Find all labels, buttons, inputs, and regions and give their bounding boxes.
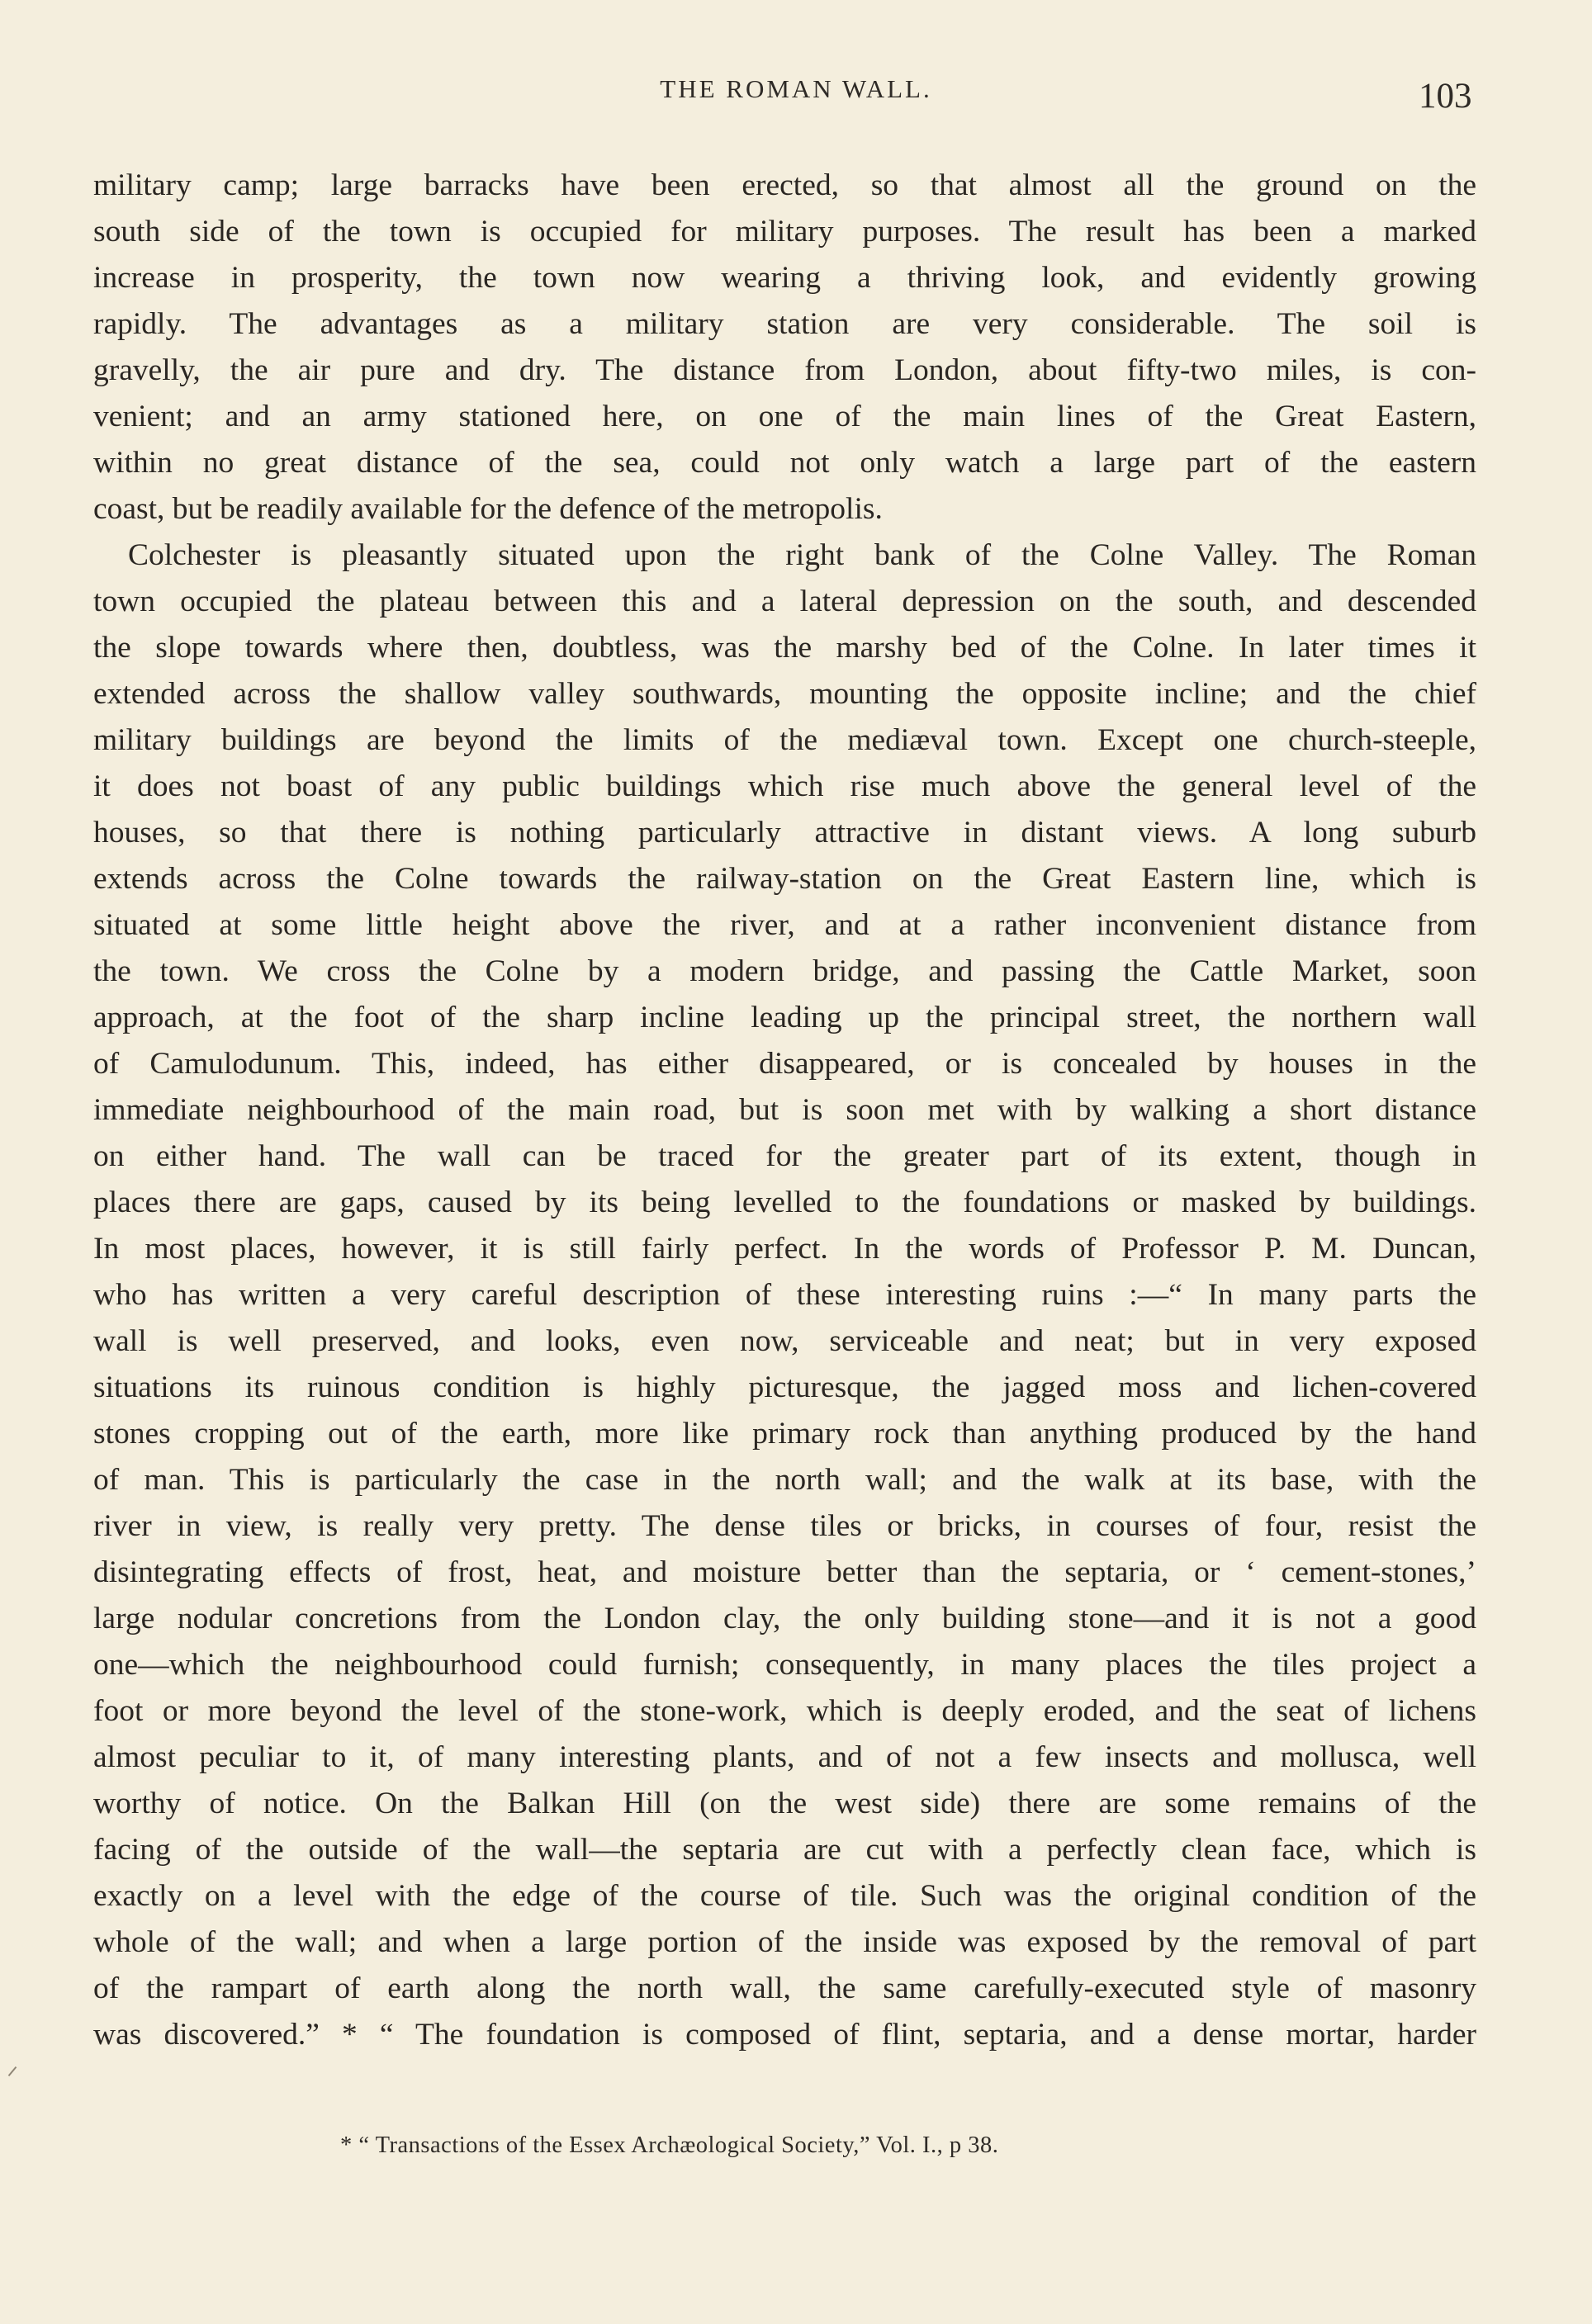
text-line: almost peculiar to it, of many interesting plants, and of not a few insects and mollusca, well bbox=[93, 1740, 1476, 1774]
text-line: who has written a very careful description of these interesting ruins :—“ In many parts the bbox=[93, 1278, 1476, 1312]
text-line: military camp; large barracks have been erected, so that almost all the ground on the bbox=[93, 168, 1476, 202]
text-line: stones cropping out of the earth, more like primary rock than anything produced by the hand bbox=[93, 1417, 1476, 1451]
text-line: gravelly, the air pure and dry. The distance from London, about fifty-two miles, is con- bbox=[93, 353, 1476, 387]
text-line: town occupied the plateau between this and a lateral depression on the south, and descended bbox=[93, 585, 1476, 618]
text-line: coast, but be readily available for the defence of the metropolis. bbox=[93, 492, 883, 526]
text-line: of Camulodunum. This, indeed, has either disappeared, or is concealed by houses in the bbox=[93, 1047, 1476, 1081]
text-line: it does not boast of any public buildings which rise much above the general level of the bbox=[93, 769, 1476, 803]
text-line: immediate neighbourhood of the main road, but is soon met with by walking a short distance bbox=[93, 1093, 1476, 1127]
text-line: houses, so that there is nothing particularly attractive in distant views. A long suburb bbox=[93, 816, 1476, 850]
text-line: one—which the neighbourhood could furnish; consequently, in many places the tiles project a bbox=[93, 1648, 1476, 1682]
text-line: worthy of notice. On the Balkan Hill (on the west side) there are some remains of the bbox=[93, 1787, 1476, 1820]
margin-mark bbox=[8, 2066, 17, 2076]
text-line: of man. This is particularly the case in the north wall; and the walk at its base, with the bbox=[93, 1463, 1476, 1497]
text-line: facing of the outside of the wall—the septaria are cut with a perfectly clean face, which is bbox=[93, 1833, 1476, 1867]
body-text bbox=[93, 163, 1476, 2058]
text-line: of the rampart of earth along the north wall, the same carefully-executed style of masonry bbox=[93, 1971, 1476, 2005]
text-line: rapidly. The advantages as a military station are very considerable. The soil is bbox=[93, 307, 1476, 341]
text-line: situated at some little height above the river, and at a rather inconvenient distance from bbox=[93, 908, 1476, 942]
text-line: places there are gaps, caused by its being levelled to the foundations or masked by buildings. bbox=[93, 1186, 1476, 1219]
footnote: * “ Transactions of the Essex Archæological Society,” Vol. I., p 38. bbox=[340, 2132, 999, 2158]
text-line: whole of the wall; and when a large portion of the inside was exposed by the removal of part bbox=[93, 1925, 1476, 1959]
text-line: wall is well preserved, and looks, even now, serviceable and neat; but in very exposed bbox=[93, 1324, 1476, 1358]
text-line: extended across the shallow valley southwards, mounting the opposite incline; and the chief bbox=[93, 677, 1476, 711]
text-line: exactly on a level with the edge of the course of tile. Such was the original condition of the bbox=[93, 1879, 1476, 1913]
text-line: large nodular concretions from the London clay, the only building stone—and it is not a good bbox=[93, 1602, 1476, 1635]
running-title: THE ROMAN WALL. bbox=[660, 74, 932, 103]
text-line: south side of the town is occupied for military purposes. The result has been a marked bbox=[93, 215, 1476, 248]
text-line: was discovered.” * “ The foundation is composed of flint, septaria, and a dense mortar, harder bbox=[93, 2018, 1476, 2052]
text-line: the slope towards where then, doubtless, was the marshy bed of the Colne. In later times it bbox=[93, 631, 1476, 665]
text-line: Colchester is pleasantly situated upon the right bank of the Colne Valley. The Roman bbox=[128, 538, 1476, 572]
text-line: military buildings are beyond the limits of the mediæval town. Except one church-steeple, bbox=[93, 723, 1476, 757]
text-line: In most places, however, it is still fairly perfect. In the words of Professor P. M. Duncan, bbox=[93, 1232, 1476, 1266]
text-line: foot or more beyond the level of the stone-work, which is deeply eroded, and the seat of lichens bbox=[93, 1694, 1476, 1728]
page-number: 103 bbox=[1419, 77, 1472, 116]
text-line: the town. We cross the Colne by a modern bridge, and passing the Cattle Market, soon bbox=[93, 954, 1476, 988]
text-line: extends across the Colne towards the railway-station on the Great Eastern line, which is bbox=[93, 862, 1476, 896]
text-line: increase in prosperity, the town now wearing a thriving look, and evidently growing bbox=[93, 261, 1476, 295]
text-line: on either hand. The wall can be traced for the greater part of its extent, though in bbox=[93, 1139, 1476, 1173]
text-line: disintegrating effects of frost, heat, and moisture better than the septaria, or ‘ cement-stones,’ bbox=[93, 1555, 1476, 1589]
text-line: approach, at the foot of the sharp incline leading up the principal street, the northern wall bbox=[93, 1001, 1476, 1034]
text-line: situations its ruinous condition is highly picturesque, the jagged moss and lichen-covered bbox=[93, 1370, 1476, 1404]
text-line: river in view, is really very pretty. The dense tiles or bricks, in courses of four, resist the bbox=[93, 1509, 1476, 1543]
text-line: within no great distance of the sea, could not only watch a large part of the eastern bbox=[93, 446, 1476, 480]
text-line: venient; and an army stationed here, on one of the main lines of the Great Eastern, bbox=[93, 400, 1476, 433]
